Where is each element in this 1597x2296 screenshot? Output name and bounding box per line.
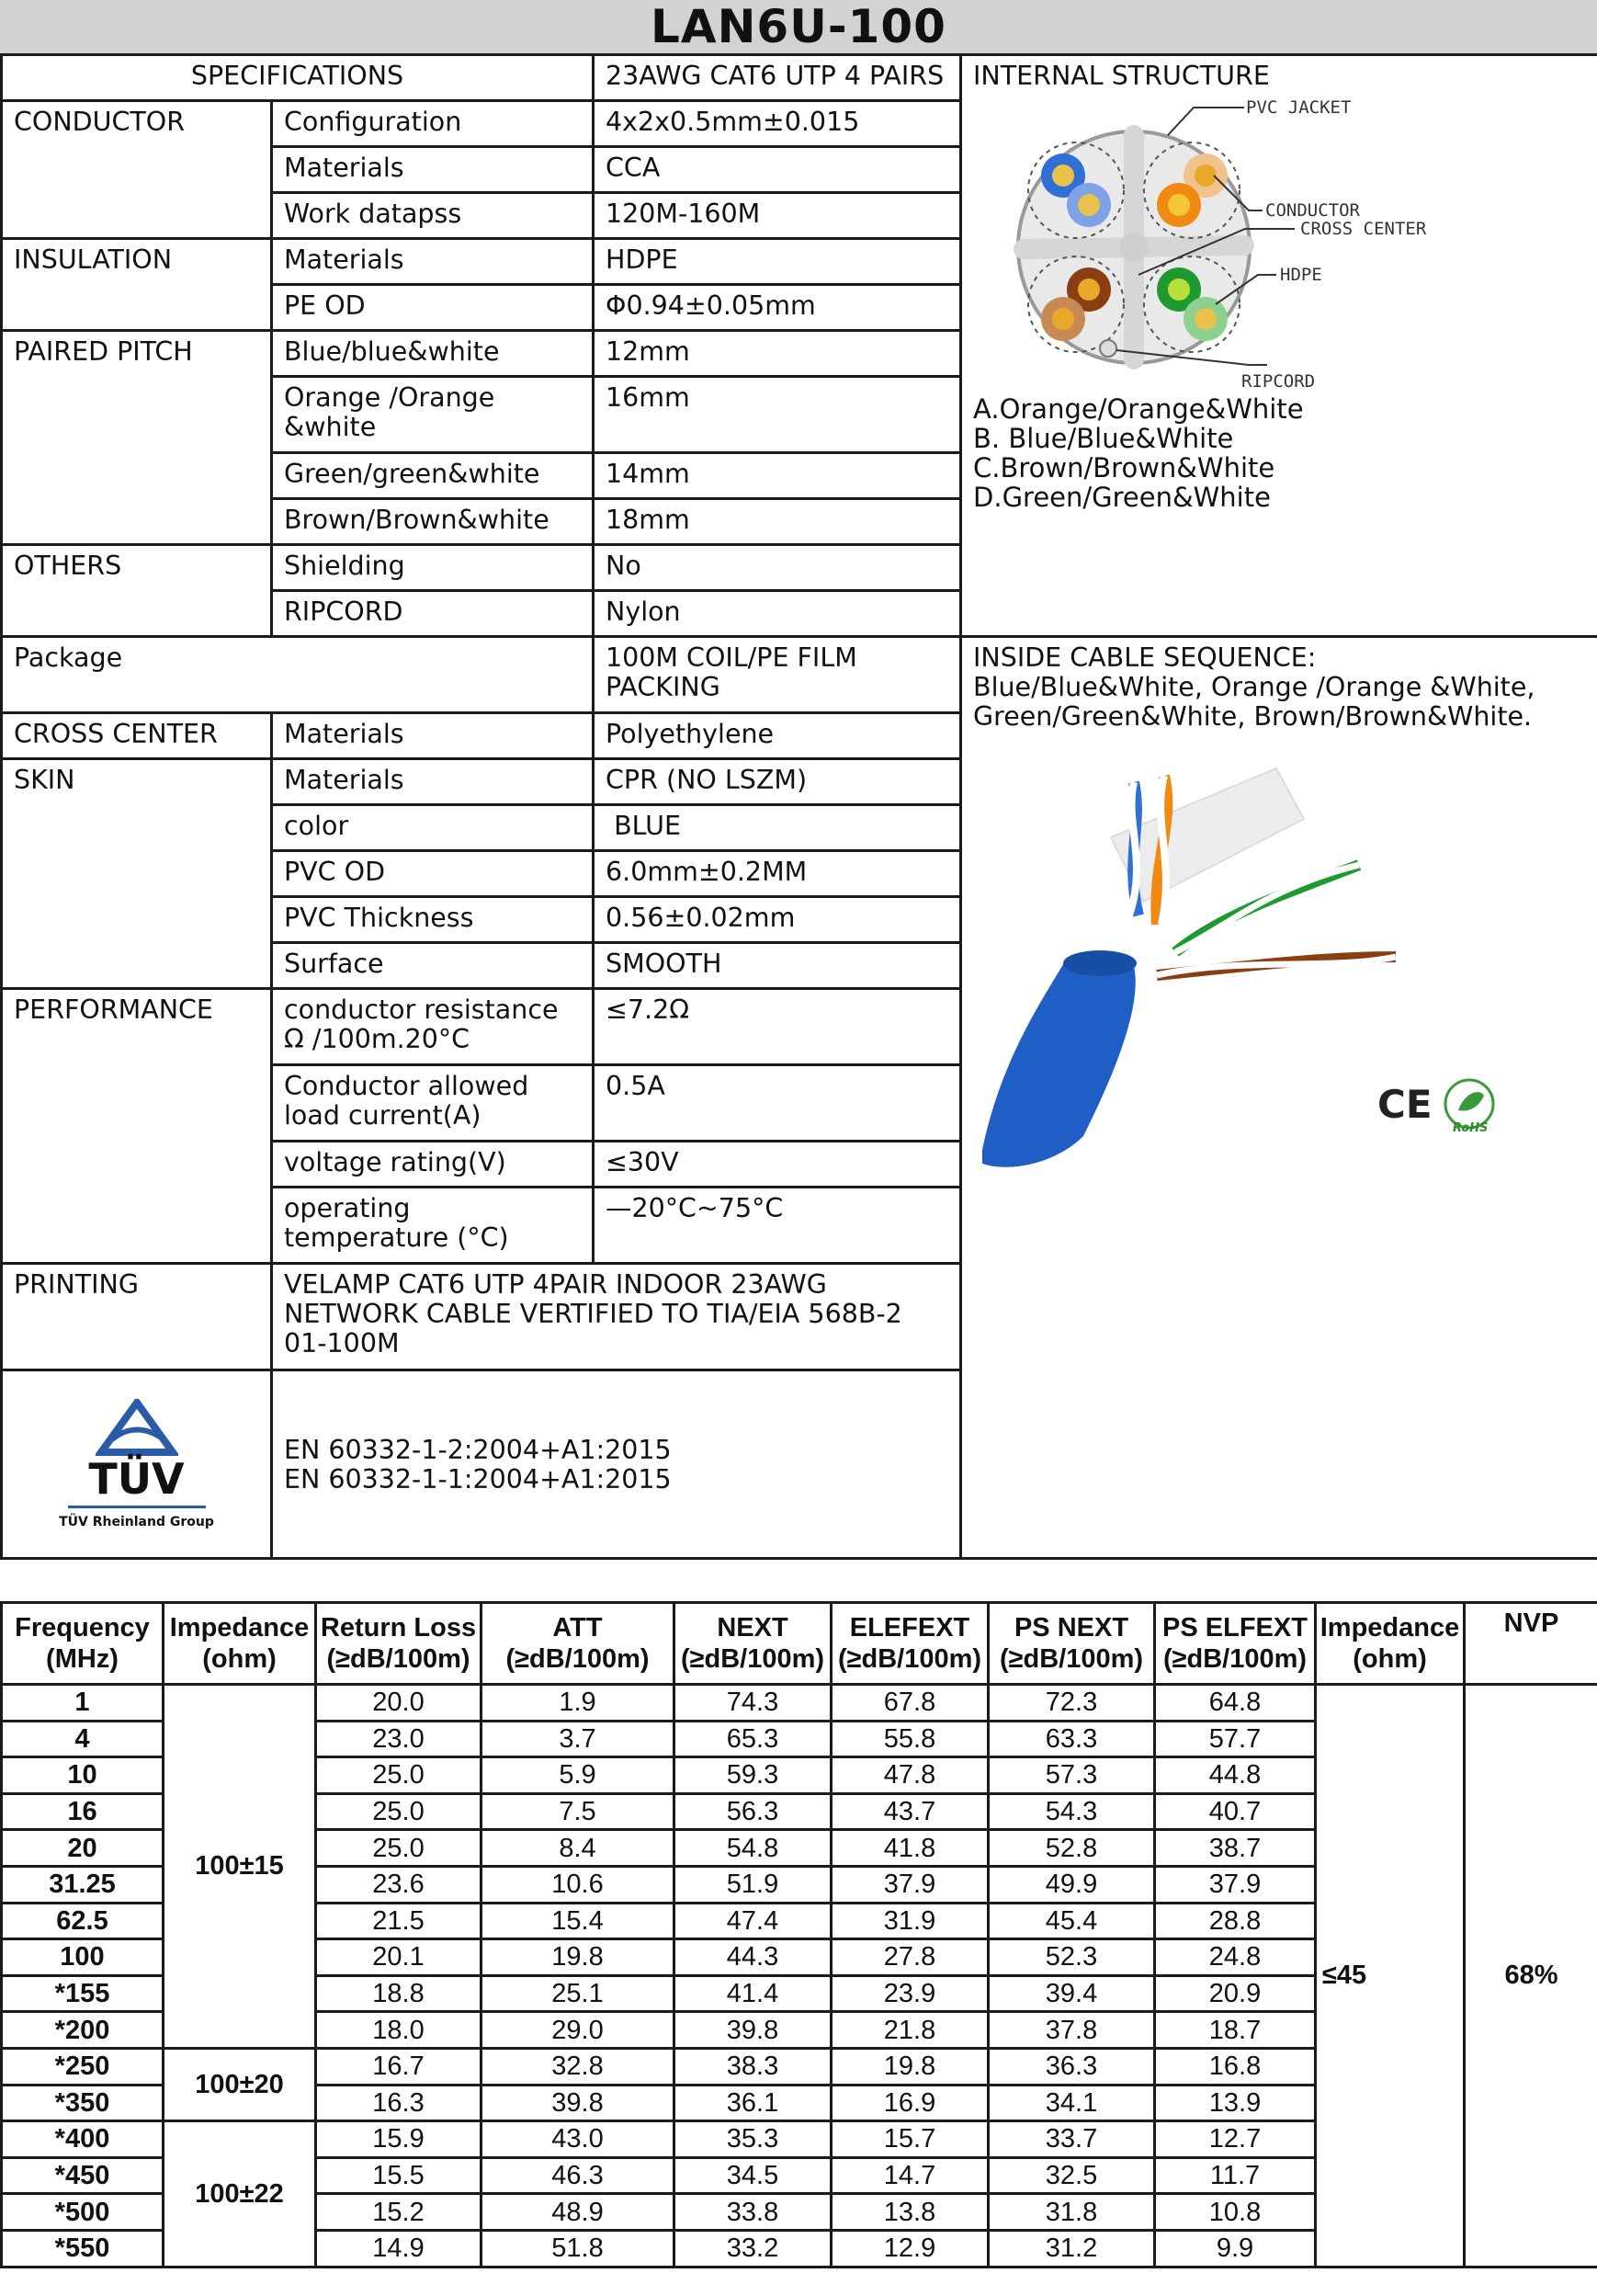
cell-ps-next: 36.3	[989, 2048, 1155, 2085]
cell-frequency: 31.25	[2, 1866, 164, 1903]
cell-impedance: 100±20	[164, 2048, 316, 2120]
legend-item: D.Green/Green&White	[973, 482, 1271, 513]
tuv-standards	[272, 1370, 961, 1559]
cell-att: 25.1	[481, 1975, 674, 2012]
cell-return-loss: 20.0	[316, 1685, 481, 1722]
section-insulation: INSULATION	[2, 239, 272, 331]
cell-elefext: 16.9	[832, 2085, 989, 2121]
cell-next: 74.3	[674, 1685, 832, 1722]
cell-ps-next: 54.3	[989, 1793, 1155, 1830]
header-nvp: NVP	[1465, 1603, 1597, 1685]
cell-ps-next: 31.2	[989, 2230, 1155, 2267]
cell-next: 35.3	[674, 2121, 832, 2158]
cell-elefext: 47.8	[832, 1757, 989, 1794]
cell-next: 65.3	[674, 1721, 832, 1757]
row-label: voltage rating(V)	[272, 1142, 594, 1188]
cell-elefext: 55.8	[832, 1721, 989, 1757]
internal-structure-title: INTERNAL STRUCTURE	[973, 61, 1270, 91]
row-value: Φ0.94±0.05mm	[594, 285, 961, 331]
spec-header-right: 23AWG CAT6 UTP 4 PAIRS	[594, 55, 961, 101]
cell-ps-elfext: 18.7	[1155, 2012, 1316, 2049]
cell-elefext: 43.7	[832, 1793, 989, 1830]
cell-ps-elfext: 13.9	[1155, 2085, 1316, 2121]
label-conductor: CONDUCTOR	[1265, 200, 1360, 221]
cell-frequency: 10	[2, 1757, 164, 1794]
header-next: NEXT (≥dB/100m)	[674, 1603, 832, 1685]
cell-att: 29.0	[481, 2012, 674, 2049]
cell-elefext: 23.9	[832, 1975, 989, 2012]
section-conductor: CONDUCTOR	[2, 101, 272, 239]
row-label: operating temperature (°C)	[272, 1188, 594, 1264]
cell-return-loss: 23.6	[316, 1866, 481, 1903]
row-value: ≤30V	[594, 1142, 961, 1188]
cell-elefext: 21.8	[832, 2012, 989, 2049]
cell-next: 56.3	[674, 1793, 832, 1830]
row-label: PVC Thickness	[272, 897, 594, 943]
standard-item: EN 60332-1-1:2004+A1:2015	[284, 1464, 672, 1495]
cell-return-loss: 15.5	[316, 2157, 481, 2194]
cell-ps-elfext: 38.7	[1155, 1830, 1316, 1867]
row-value: ≤7.2Ω	[594, 989, 961, 1065]
cell-frequency: *200	[2, 2012, 164, 2049]
tuv-group-text: TÜV Rheinland Group	[59, 1514, 214, 1529]
standard-item: EN 60332-1-2:2004+A1:2015	[284, 1435, 672, 1465]
cell-next: 59.3	[674, 1757, 832, 1794]
internal-structure-panel	[961, 55, 1597, 637]
label-pvc-jacket: PVC JACKET	[1246, 97, 1352, 118]
cable-cross-section	[973, 91, 1586, 394]
header-impedance-2: Impedance (ohm)	[1316, 1603, 1465, 1685]
cell-frequency: *400	[2, 2121, 164, 2158]
cell-frequency: *550	[2, 2230, 164, 2267]
row-value: 0.56±0.02mm	[594, 897, 961, 943]
spec-header-left: SPECIFICATIONS	[2, 55, 594, 101]
cell-ps-elfext: 40.7	[1155, 1793, 1316, 1830]
row-value: CCA	[594, 147, 961, 193]
row-value: —20°C~75°C	[594, 1188, 961, 1264]
cell-frequency: 100	[2, 1939, 164, 1976]
cell-att: 39.8	[481, 2085, 674, 2121]
section-cross-center: CROSS CENTER	[2, 713, 272, 759]
inside-sequence-title: INSIDE CABLE SEQUENCE:	[973, 642, 1317, 673]
spec-table	[0, 53, 1597, 1560]
cell-impedance-2: ≤45	[1316, 1685, 1465, 2268]
cell-ps-elfext: 11.7	[1155, 2157, 1316, 2194]
cell-ps-elfext: 12.7	[1155, 2121, 1316, 2158]
cell-return-loss: 16.3	[316, 2085, 481, 2121]
cell-frequency: 62.5	[2, 1903, 164, 1939]
cell-return-loss: 16.7	[316, 2048, 481, 2085]
cell-att: 19.8	[481, 1939, 674, 1976]
tuv-logo-text: TÜV	[88, 1453, 185, 1504]
cell-return-loss: 25.0	[316, 1830, 481, 1867]
tuv-triangle-icon	[96, 1399, 178, 1456]
cell-ps-next: 52.8	[989, 1830, 1155, 1867]
row-value: 0.5A	[594, 1065, 961, 1142]
cell-return-loss: 25.0	[316, 1757, 481, 1794]
row-label: conductor resistance Ω /100m.20°C	[272, 989, 594, 1065]
cell-frequency: *500	[2, 2194, 164, 2231]
cell-elefext: 31.9	[832, 1903, 989, 1939]
cell-att: 32.8	[481, 2048, 674, 2085]
cell-ps-elfext: 9.9	[1155, 2230, 1316, 2267]
cell-att: 8.4	[481, 1830, 674, 1867]
cell-ps-next: 52.3	[989, 1939, 1155, 1976]
table-row	[2, 1685, 1597, 1722]
section-printing: PRINTING	[2, 1264, 272, 1370]
cell-next: 36.1	[674, 2085, 832, 2121]
cell-return-loss: 15.9	[316, 2121, 481, 2158]
cell-ps-next: 49.9	[989, 1866, 1155, 1903]
cell-att: 7.5	[481, 1793, 674, 1830]
row-value: 6.0mm±0.2MM	[594, 851, 961, 897]
cell-att: 1.9	[481, 1685, 674, 1722]
cell-elefext: 67.8	[832, 1685, 989, 1722]
cell-frequency: *250	[2, 2048, 164, 2085]
cell-return-loss: 18.8	[316, 1975, 481, 2012]
cell-next: 54.8	[674, 1830, 832, 1867]
cell-next: 44.3	[674, 1939, 832, 1976]
cell-return-loss: 15.2	[316, 2194, 481, 2231]
cell-ps-next: 45.4	[989, 1903, 1155, 1939]
cell-ps-next: 37.8	[989, 2012, 1155, 2049]
cell-frequency: 16	[2, 1793, 164, 1830]
section-performance: PERFORMANCE	[2, 989, 272, 1264]
row-label: Materials	[272, 713, 594, 759]
cell-return-loss: 25.0	[316, 1793, 481, 1830]
row-value: CPR (NO LSZM)	[594, 759, 961, 805]
cell-elefext: 41.8	[832, 1830, 989, 1867]
row-label: Materials	[272, 147, 594, 193]
cell-return-loss: 20.1	[316, 1939, 481, 1976]
row-label: RIPCORD	[272, 591, 594, 637]
cell-frequency: *155	[2, 1975, 164, 2012]
cell-ps-elfext: 44.8	[1155, 1757, 1316, 1794]
row-label: Materials	[272, 239, 594, 285]
cell-elefext: 14.7	[832, 2157, 989, 2194]
cell-elefext: 37.9	[832, 1866, 989, 1903]
cell-return-loss: 14.9	[316, 2230, 481, 2267]
cell-ps-elfext: 20.9	[1155, 1975, 1316, 2012]
cable-illustration	[973, 732, 1589, 1210]
cell-att: 51.8	[481, 2230, 674, 2267]
performance-table	[0, 1601, 1597, 2268]
row-value: 18mm	[594, 499, 961, 545]
cell-ps-elfext: 10.8	[1155, 2194, 1316, 2231]
row-value: 14mm	[594, 453, 961, 499]
cell-frequency: *350	[2, 2085, 164, 2121]
row-label: color	[272, 805, 594, 851]
row-value: No	[594, 545, 961, 591]
header-impedance: Impedance (ohm)	[164, 1603, 316, 1685]
cell-next: 41.4	[674, 1975, 832, 2012]
inside-sequence-panel	[961, 637, 1597, 1559]
cell-elefext: 27.8	[832, 1939, 989, 1976]
row-label: PVC OD	[272, 851, 594, 897]
row-label: Materials	[272, 759, 594, 805]
cell-ps-next: 39.4	[989, 1975, 1155, 2012]
tuv-logo-cell	[2, 1370, 272, 1559]
cell-next: 51.9	[674, 1866, 832, 1903]
legend-item: C.Brown/Brown&White	[973, 452, 1275, 483]
ce-mark: CE	[1377, 1082, 1433, 1127]
cell-nvp: 68%	[1465, 1685, 1597, 2268]
section-package: Package	[2, 637, 594, 713]
row-label: Brown/Brown&white	[272, 499, 594, 545]
cell-ps-elfext: 57.7	[1155, 1721, 1316, 1757]
rohs-mark: RoHS	[1453, 1121, 1489, 1135]
cell-ps-next: 57.3	[989, 1757, 1155, 1794]
row-label: Configuration	[272, 101, 594, 147]
cross-section-diagram	[973, 91, 1589, 394]
row-value: BLUE	[594, 805, 961, 851]
cell-ps-next: 72.3	[989, 1685, 1155, 1722]
row-label: Blue/blue&white	[272, 331, 594, 377]
tuv-logo	[3, 1390, 270, 1540]
cell-next: 34.5	[674, 2157, 832, 2194]
tuv-divider	[68, 1506, 206, 1508]
row-value: 12mm	[594, 331, 961, 377]
cell-return-loss: 21.5	[316, 1903, 481, 1939]
pair-legend	[973, 394, 1586, 512]
cell-next: 33.8	[674, 2194, 832, 2231]
row-label: Green/green&white	[272, 453, 594, 499]
label-hdpe: HDPE	[1280, 265, 1322, 285]
cell-att: 48.9	[481, 2194, 674, 2231]
cell-next: 38.3	[674, 2048, 832, 2085]
cell-impedance: 100±15	[164, 1685, 316, 2049]
cell-att: 3.7	[481, 1721, 674, 1757]
header-frequency: Frequency (MHz)	[2, 1603, 164, 1685]
section-others: OTHERS	[2, 545, 272, 637]
header-att: ATT (≥dB/100m)	[481, 1603, 674, 1685]
header-return-loss: Return Loss (≥dB/100m)	[316, 1603, 481, 1685]
legend-item: B. Blue/Blue&White	[973, 423, 1234, 454]
header-ps-elfext: PS ELFEXT (≥dB/100m)	[1155, 1603, 1316, 1685]
header-elefext: ELEFEXT (≥dB/100m)	[832, 1603, 989, 1685]
header-ps-next: PS NEXT (≥dB/100m)	[989, 1603, 1155, 1685]
cell-att: 5.9	[481, 1757, 674, 1794]
printing-text: VELAMP CAT6 UTP 4PAIR INDOOR 23AWG NETWORK CABLE VERTIFIED TO TIA/EIA 568B-2 01-100M	[272, 1264, 961, 1370]
cell-ps-elfext: 64.8	[1155, 1685, 1316, 1722]
row-label: Orange /Orange &white	[272, 377, 594, 453]
cell-next: 33.2	[674, 2230, 832, 2267]
cell-elefext: 12.9	[832, 2230, 989, 2267]
row-value: SMOOTH	[594, 943, 961, 989]
row-value: 4x2x0.5mm±0.015	[594, 101, 961, 147]
row-value: 100M COIL/PE FILM PACKING	[594, 637, 961, 713]
cell-ps-elfext: 24.8	[1155, 1939, 1316, 1976]
legend-item: A.Orange/Orange&White	[973, 393, 1304, 425]
cell-impedance: 100±22	[164, 2121, 316, 2267]
row-label: Surface	[272, 943, 594, 989]
title-bar	[0, 0, 1597, 53]
section-skin: SKIN	[2, 759, 272, 989]
performance-rows	[2, 1685, 1597, 2268]
cell-frequency: 1	[2, 1685, 164, 1722]
row-label: Work datapss	[272, 193, 594, 239]
row-value: 120M-160M	[594, 193, 961, 239]
row-label: Conductor allowed load current(A)	[272, 1065, 594, 1142]
cell-ps-next: 34.1	[989, 2085, 1155, 2121]
page-title: LAN6U-100	[651, 0, 946, 53]
label-ripcord: RIPCORD	[1241, 371, 1316, 392]
cell-return-loss: 23.0	[316, 1721, 481, 1757]
cell-ps-next: 33.7	[989, 2121, 1155, 2158]
cell-next: 39.8	[674, 2012, 832, 2049]
cell-ps-elfext: 37.9	[1155, 1866, 1316, 1903]
cell-elefext: 15.7	[832, 2121, 989, 2158]
cell-return-loss: 18.0	[316, 2012, 481, 2049]
cell-elefext: 13.8	[832, 2194, 989, 2231]
cell-frequency: *450	[2, 2157, 164, 2194]
row-value: Polyethylene	[594, 713, 961, 759]
cell-frequency: 20	[2, 1830, 164, 1867]
label-cross-center: CROSS CENTER	[1300, 219, 1427, 239]
cell-att: 10.6	[481, 1866, 674, 1903]
row-label: PE OD	[272, 285, 594, 331]
row-value: Nylon	[594, 591, 961, 637]
cell-ps-next: 31.8	[989, 2194, 1155, 2231]
cell-att: 43.0	[481, 2121, 674, 2158]
cell-att: 46.3	[481, 2157, 674, 2194]
section-paired-pitch: PAIRED PITCH	[2, 331, 272, 545]
cell-ps-elfext: 16.8	[1155, 2048, 1316, 2085]
cell-elefext: 19.8	[832, 2048, 989, 2085]
cell-ps-next: 32.5	[989, 2157, 1155, 2194]
row-value: HDPE	[594, 239, 961, 285]
cell-ps-elfext: 28.8	[1155, 1903, 1316, 1939]
inside-sequence-text: Blue/Blue&White, Orange /Orange &White, Green/Green&White, Brown/Brown&White.	[973, 672, 1535, 732]
row-value: 16mm	[594, 377, 961, 453]
cable-photo	[973, 732, 1586, 1173]
cell-next: 47.4	[674, 1903, 832, 1939]
cell-ps-next: 63.3	[989, 1721, 1155, 1757]
row-label: Shielding	[272, 545, 594, 591]
cell-frequency: 4	[2, 1721, 164, 1757]
cell-att: 15.4	[481, 1903, 674, 1939]
